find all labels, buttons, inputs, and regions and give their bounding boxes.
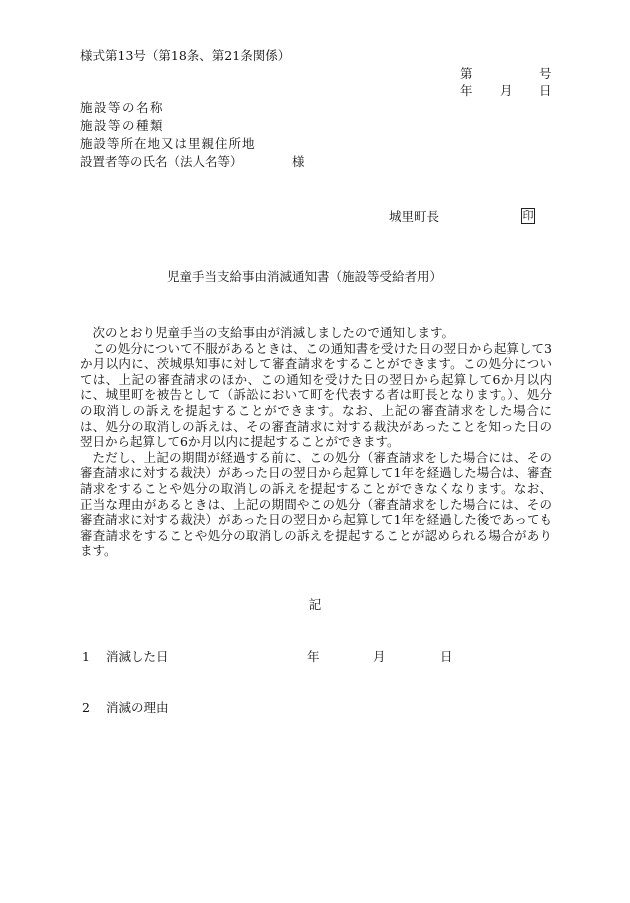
item-1-month: 月	[373, 649, 386, 664]
item-2-number: 2	[82, 700, 90, 715]
facility-address-label: 施設等所在地又は里親住所地	[80, 136, 256, 151]
doc-date-year: 年	[460, 83, 473, 98]
doc-number-suffix: 号	[539, 66, 552, 81]
item-1-number: 1	[82, 649, 90, 664]
item-1-year: 年	[307, 649, 320, 664]
facility-name-label: 施設等の名称	[80, 100, 165, 115]
notice-body	[80, 325, 552, 559]
body-paragraph-2: この処分について不服があるときは、この通知書を受けた日の翌日から起算して3か月以内に、茨城県知事に対して審査請求をすることができます。この処分については、上記の審査請求のほか、この通知を受けた日の翌日から起算して6か月以内に、城里町を被告として（訴訟において町を代表する者は町長となります。）、処分の取消しの訴えを提起することができます。なお、上記の審査請求をした場合には、処分の取消しの訴えは、その審査請求に対する裁決があったことを知った日の翌日から起算して6か月以内に提起することができます。	[80, 340, 552, 450]
item-2-label: 消滅の理由	[106, 700, 169, 715]
item-1-day: 日	[440, 649, 453, 664]
doc-date-month: 月	[500, 83, 513, 98]
honorific: 様	[292, 154, 305, 169]
form-number-label: 様式第13号（第18条、第21条関係）	[80, 48, 291, 63]
issuer-name: 城里町長	[389, 209, 440, 224]
founder-name-label: 設置者等の氏名（法人名等）	[80, 154, 243, 169]
doc-number-prefix: 第	[460, 66, 473, 81]
document-title: 児童手当支給事由消滅通知書（施設等受給者用）	[167, 269, 443, 284]
body-paragraph-1: 次のとおり児童手当の支給事由が消滅しましたので通知します。	[92, 325, 455, 340]
body-paragraph-3: ただし、上記の期間が経過する前に、この処分（審査請求をした場合には、その審査請求に対する裁決）があった日の翌日から起算して1年を経過した場合は、審査請求をすることや処分の取消しの訴えを提起することができなくなります。なお、正当な理由があるときは、上記の期間やこの処分（審査請求をした場合には、その審査請求に対する裁決）があった日の翌日から起算して1年を経過した後であっても審査請求をすることや処分の取消しの訴えを提起することが認められる場合があります。	[80, 449, 552, 559]
doc-date-day: 日	[539, 83, 552, 98]
item-1-label: 消滅した日	[106, 649, 169, 664]
ki-heading: 記	[308, 597, 322, 612]
seal-stamp: 印	[522, 209, 534, 222]
facility-type-label: 施設等の種類	[80, 118, 165, 133]
